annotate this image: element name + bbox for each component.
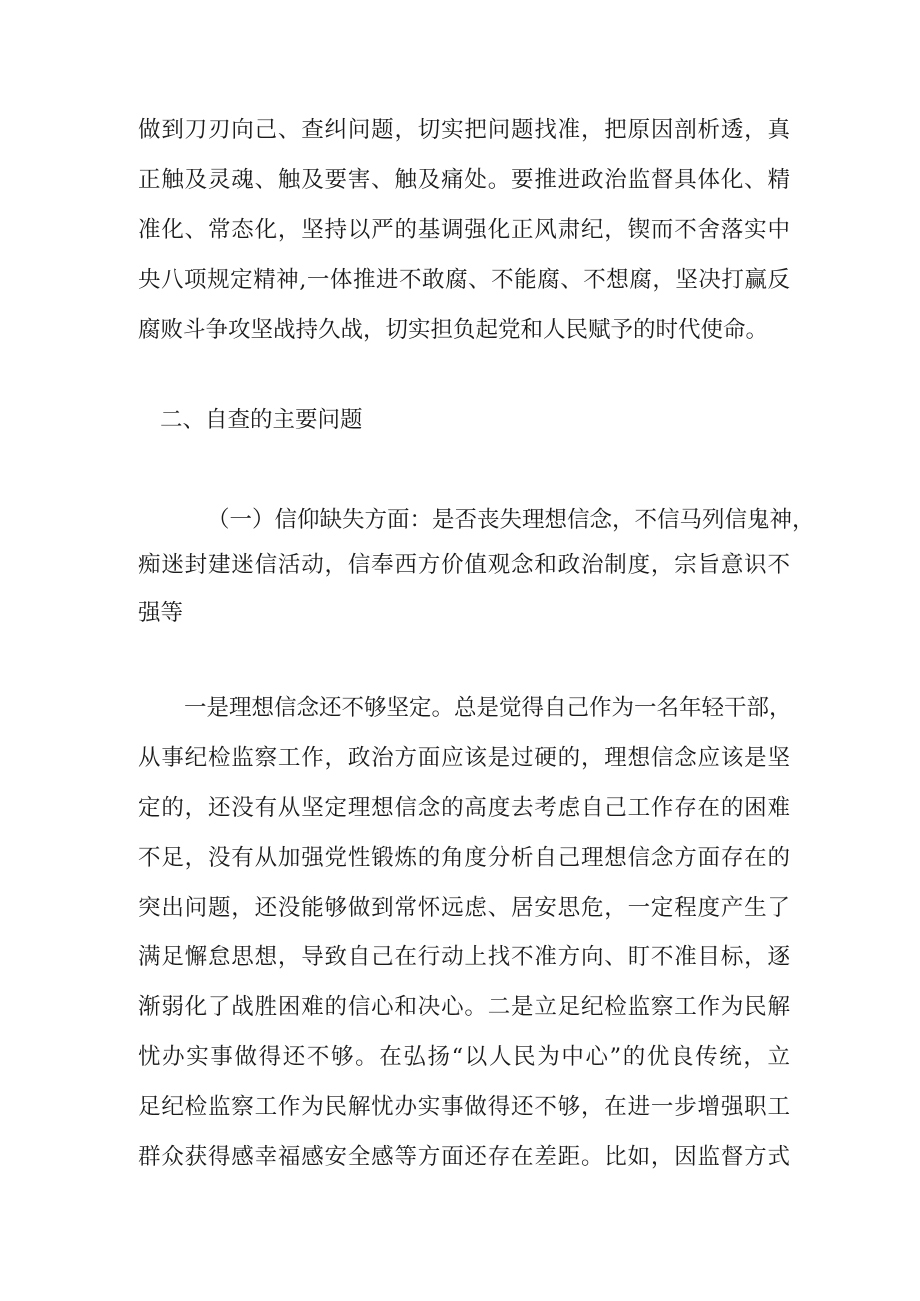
paragraph-2-line-3: 定的，还没有从坚定理想信念的高度去考虑自己工作存在的困难 — [138, 795, 790, 821]
subsection-heading-line-2: 痴迷封建迷信活动，信奉西方价值观念和政治制度，宗旨意识不 — [138, 552, 790, 578]
paragraph-2-line-4: 不足，没有从加强党性锻炼的角度分析自己理想信念方面存在的 — [138, 845, 790, 871]
paragraph-1-line-4: 央八项规定精神,一体推进不敢腐、不能腐、不想腐，坚决打赢反 — [138, 267, 790, 293]
paragraph-2-line-7: 渐弱化了战胜困难的信心和决心。二是立足纪检监察工作为民解 — [138, 994, 790, 1020]
paragraph-2-line-9: 足纪检监察工作为民解忧办实事做得还不够，在进一步增强职工 — [138, 1094, 790, 1120]
paragraph-2-line-8: 忧办实事做得还不够。在弘扬“以人民为中心”的优良传统，立 — [138, 1044, 790, 1070]
subsection-heading-line-3: 强等 — [138, 600, 184, 626]
paragraph-1-line-3: 准化、常态化，坚持以严的基调强化正风肃纪，锲而不舍落实中 — [138, 217, 790, 243]
paragraph-2-line-10: 群众获得感幸福感安全感等方面还存在差距。比如，因监督方式 — [138, 1144, 790, 1170]
paragraph-2-line-1: 一是理想信念还不够坚定。总是觉得自己作为一名年轻干部， — [184, 695, 792, 721]
paragraph-2-line-2: 从事纪检监察工作，政治方面应该是过硬的，理想信念应该是坚 — [138, 745, 790, 771]
paragraph-2-line-5: 突出问题，还没能够做到常怀远虑、居安思危，一定程度产生了 — [138, 895, 790, 921]
section-heading: 二、自查的主要问题 — [160, 407, 363, 433]
paragraph-1-line-2: 正触及灵魂、触及要害、触及痛处。要推进政治监督具体化、精 — [138, 167, 790, 193]
paragraph-1-line-5: 腐败斗争攻坚战持久战，切实担负起党和人民赋予的时代使命。 — [138, 317, 769, 343]
paragraph-1-line-1: 做到刀刃向己、查纠问题，切实把问题找准，把原因剖析透，真 — [138, 117, 790, 143]
paragraph-2-line-6: 满足懈怠思想，导致自己在行动上找不准方向、盯不准目标，逐 — [138, 944, 790, 970]
subsection-heading-line-1: （一）信仰缺失方面：是否丧失理想信念，不信马列信鬼神， — [207, 507, 815, 533]
